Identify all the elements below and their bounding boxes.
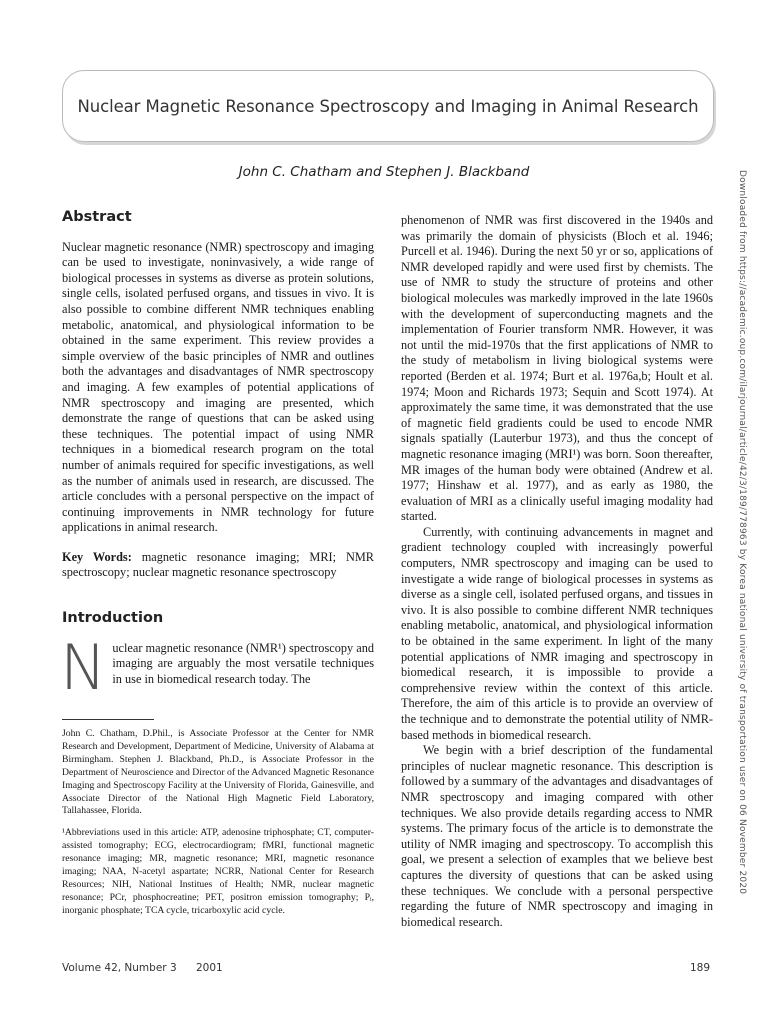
footnote-rule: [62, 719, 154, 720]
abstract-body: Nuclear magnetic resonance (NMR) spectroscopy and imaging can be used to investigate, noninvasively, a wide range of biological processes in systems as diverse as protein solutions, single cells, isolated perfused organs, and tissues in vivo. It is also possible to combine different NMR techniques enabling metabolic, anatomical, and physiological information to be obtained in the same experiment. This review provides a simple overview of the basic principles of NMR and outlines both the advantages and disadvantages of NMR spectroscopy and imaging. A few examples of potential applications of NMR spectroscopy and imaging are presented, which demonstrate the range of questions that can be asked using these techniques. The potential impact of using NMR techniques in a biomedical research program on the total number of animals required for specific investigations, as well as the number of animals used in research, are discussed. The article concludes with a personal perspective on the impact of continuing improvements in NMR technology for future applications in animal research.: [62, 239, 374, 535]
abbreviations-footnote: ¹Abbreviations used in this article: ATP, adenosine triphosphate; CT, computer-assisted tomography; ECG, electrocardiogram; fMRI, functional magnetic resonance imaging; MR, magnetic resonance; MRI, magnetic resonance imaging; NAA, N-acetyl aspartate; NCRR, National Center for Research Resources; NIH, National Institues of Health; NMR, nuclear magnetic resonance; PCr, phosphocreatine; PET, positron emission tomography; Pᵢ, inorganic phosphate; TCA cycle, tricarboxylic acid cycle.: [62, 827, 374, 916]
page-number: 189: [689, 962, 710, 974]
right-paragraph-2: Currently, with continuing advancements in magnet and gradient technology coupled with increasingly powerful computers, NMR spectroscopy and imaging can be used to investigate a wide range of biological processes in systems as diverse as a single cell, isolated perfused organs, and tissues in vivo. It is also possible to combine different NMR techniques enabling metabolic, anatomical, and physiological information to be obtained in the same experiment. In light of the many potential applications of NMR imaging and spectroscopy in biomedical research, it is impossible to provide a comprehensive review within the context of this article. Therefore, the aim of this article is to provide an overview of the technique and to demonstrate the potential utility of NMR-based methods in biomedical research.: [401, 524, 713, 742]
download-watermark: Downloaded from https://academic.oup.com/ilarjournal/article/42/3/189/778963 by Korea national university of transportation user on 06 November 2020: [737, 170, 747, 895]
title-box: [62, 70, 714, 142]
introduction-text: uclear magnetic resonance (NMR¹) spectroscopy and imaging are arguably the most versatile techniques in use in biomedical research today. The: [112, 640, 374, 686]
introduction-body: [60, 630, 374, 704]
footer-citation: [62, 962, 239, 974]
right-paragraph-1: phenomenon of NMR was first discovered in the 1940s and was primarily the domain of physicists (Bloch et al. 1946; Purcell et al. 1946). During the next 50 yr or so, applications of NMR developed rapidly and were used first by chemists. The use of NMR to study the structure of proteins and other biological molecules was markedly improved in the late 1960s with the development of superconducting magnets and the implementation of Fourier transform NMR. However, it was not until the mid-1970s that the first applications of NMR to the study of metabolism in living biological systems were reported (Berden et al. 1974; Burt et al. 1976a,b; Hoult et al. 1974; Moon and Richards 1973; Sequin and Scott 1974). At approximately the same time, it was demonstrated that the use of magnetic field gradients could be used to encode NMR signals spatially (Lauterbur 1973), and thus the concept of magnetic resonance imaging (MRI¹) was born. Soon thereafter, MR images of the human body were obtained (Andrew et al. 1977; Hinshaw et al. 1977), and as early as 1980, the evaluation of MRI as a clinically useful imaging modality had started.: [401, 213, 713, 524]
right-column: [401, 213, 713, 930]
article-authors: John C. Chatham and Stephen J. Blackband: [238, 164, 530, 180]
left-column: [60, 209, 375, 704]
drop-cap: N: [60, 630, 107, 704]
footer-year: 2001: [195, 962, 223, 974]
author-footnote: John C. Chatham, D.Phil., is Associate Professor at the Center for NMR Research and Development, Department of Medicine, University of Alabama at Birmingham. Stephen J. Blackband, Ph.D., is Associate Professor in the Department of Neuroscience and Director of the Advanced Magnetic Resonance Imaging and Spectroscopy Facility at the University of Florida, Gainesville, and Associate Director of the National High Magnetic Field Laboratory, Tallahassee, Florida.: [62, 728, 374, 817]
abstract-heading: Abstract: [62, 209, 132, 225]
introduction-heading: Introduction: [62, 610, 164, 627]
article-title: Nuclear Magnetic Resonance Spectroscopy and Imaging in Animal Research: [77, 96, 699, 116]
footnotes: [62, 728, 374, 918]
footer-volume: Volume 42, Number 3: [62, 962, 177, 974]
right-paragraph-3: We begin with a brief description of the fundamental principles of nuclear magnetic resonance. This description is followed by a summary of the advantages and disadvantages of NMR spectroscopy and imaging compared with other techniques. We also provide details regarding access to NMR systems. The primary focus of the article is to demonstrate the utility of NMR imaging and spectroscopy. To accomplish this goal, we present a selection of examples that we believe best captures the diversity of questions that can be asked using these techniques. We conclude with a personal perspective regarding the future of NMR spectroscopy and imaging in biomedical research.: [401, 743, 713, 929]
keywords-label: Key Words:: [62, 549, 132, 564]
keywords-text: magnetic resonance imaging; MRI; NMR spectroscopy; nuclear magnetic resonance spectroscopy: [62, 549, 375, 580]
keywords: [62, 550, 374, 581]
